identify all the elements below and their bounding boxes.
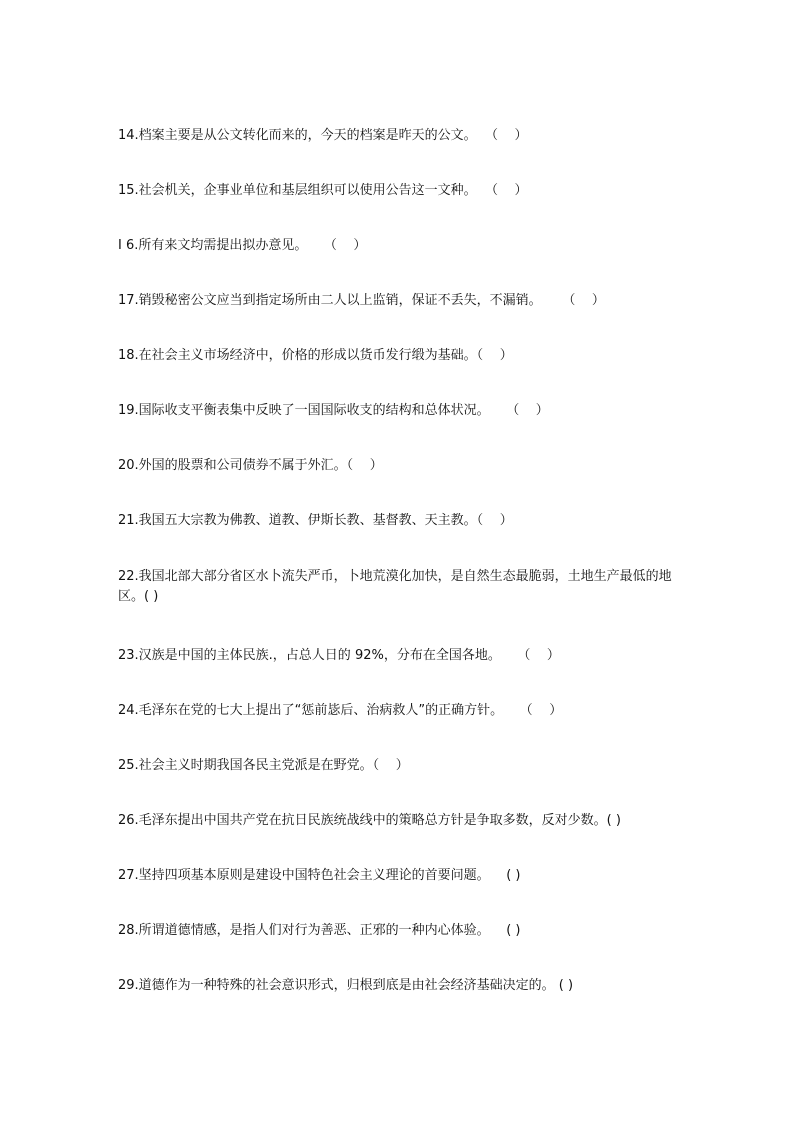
question-24: 24.毛泽东在党的七大上提出了“惩前毖后、治病救人”的正确方针。 （ ） [118,703,563,718]
question-27: 27.坚持四项基本原则是建设中国特色社会主义理论的首要问题。 ( ) [118,868,521,883]
question-25: 25.社会主义时期我国各民主党派是在野党。（ ） [118,758,409,773]
question-19: 19.国际收支平衡表集中反映了一国国际收支的结构和总体状况。 （ ） [118,403,549,418]
question-16: I 6.所有来文均需提出拟办意见。 （ ） [118,238,367,253]
question-18: 18.在社会主义市场经济中，价格的形成以货币发行缎为基础。（ ） [118,348,513,363]
question-20: 20.外国的股票和公司债券不属于外汇。（ ） [118,458,383,473]
question-22: 22.我国北部大部分省区水卜流失严币，卜地荒漠化加快，是自然生态最脆弱，土地生产最低的地区。( ) [118,569,672,604]
question-21: 21.我国五大宗教为佛教、道教、伊斯长教、基督教、天主教。（ ） [118,513,513,528]
question-14: 14.档案主要是从公文转化而来的，今天的档案是昨天的公文。 （ ） [118,128,528,143]
question-29: 29.道德作为一种特殊的社会意识形式，归根到底是由社会经济基础决定的。 ( ) [118,978,574,993]
question-15: 15.社会机关，企事业单位和基层组织可以使用公告这一文种。 （ ） [118,183,528,198]
question-28: 28.所谓道德情感，是指人们对行为善恶、正邪的一种内心体验。 ( ) [118,923,521,938]
question-23: 23.汉族是中国的主体民族.，占总人日的 92%，分布在全国各地。 （ ） [118,648,560,663]
question-26: 26.毛泽东提出中国共产党在抗日民族统战线中的策略总方针是争取多数，反对少数。( ) [118,813,621,828]
question-17: 17.销毁秘密公文应当到指定场所由二人以上监销，保证不丢失，不漏销。 （ ） [118,293,605,308]
